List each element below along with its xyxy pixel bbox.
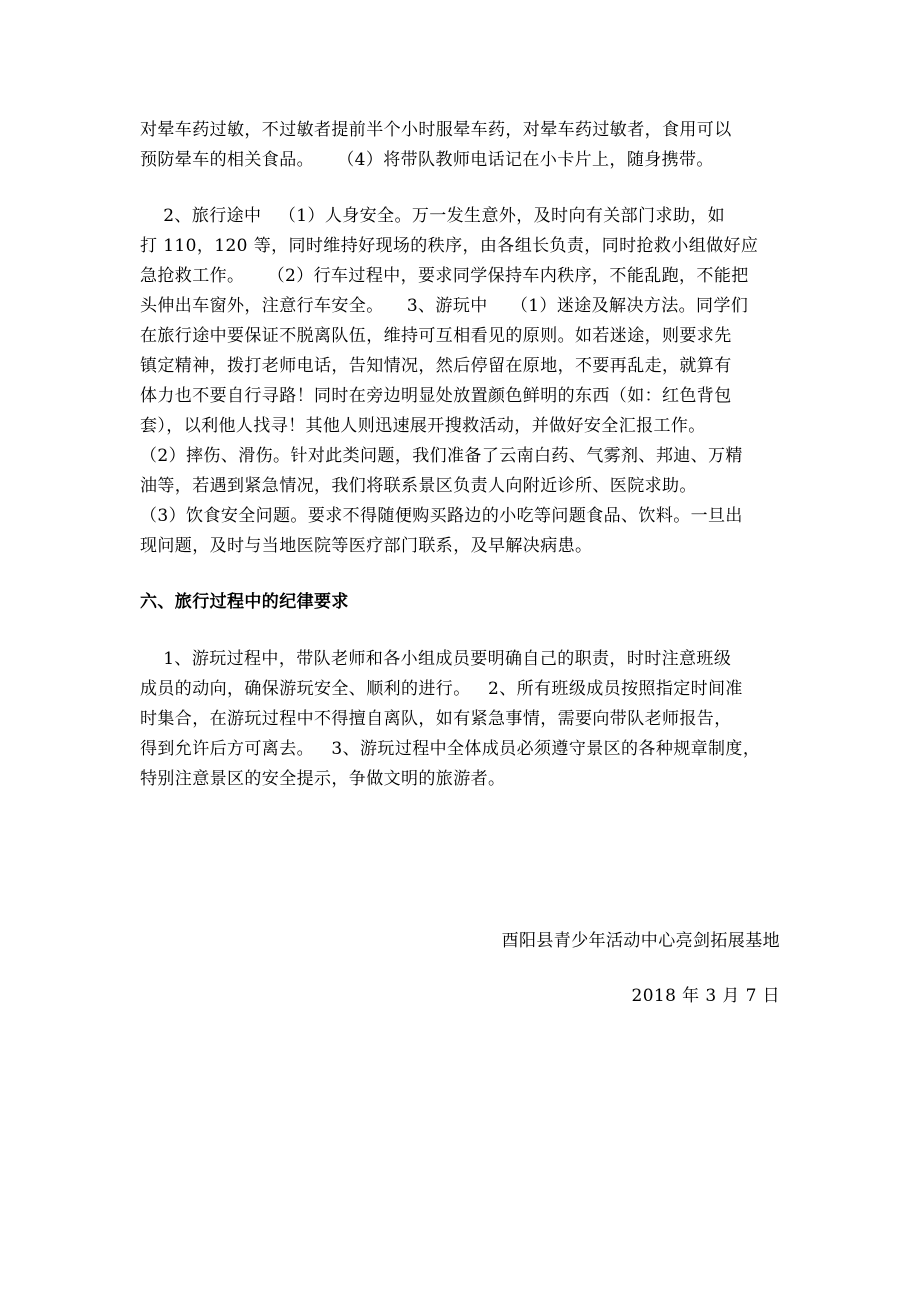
text-line: 1、游玩过程中，带队老师和各小组成员要明确自己的职责，时时注意班级 [140, 649, 732, 669]
text-line: 特别注意景区的安全提示，争做文明的旅游者。 [140, 769, 506, 789]
text-line: 现问题，及时与当地医院等医疗部门联系，及早解决病患。 [140, 536, 593, 556]
text-line: 成员的动向，确保游玩安全、顺利的进行。 2、所有班级成员按照指定时间准 [140, 679, 743, 699]
text-line: 急抢救工作。 （2）行车过程中，要求同学保持车内秩序，不能乱跑，不能把 [140, 266, 749, 286]
text-line: 套），以利他人找寻！其他人则迅速展开搜救活动，并做好安全汇报工作。 [140, 416, 706, 436]
text-line: 得到允许后方可离去。 3、游玩过程中全体成员必须遵守景区的各种规章制度， [140, 739, 761, 759]
date: 2018 年 3 月 7 日 [631, 986, 780, 1006]
text-line: 打 110，120 等，同时维持好现场的秩序，由各组长负责，同时抢救小组做好应 [140, 236, 759, 256]
signature: 酉阳县青少年活动中心亮剑拓展基地 [501, 931, 780, 951]
text-line: 预防晕车的相关食品。 （4）将带队教师电话记在小卡片上，随身携带。 [140, 150, 714, 170]
section-heading: 六、旅行过程中的纪律要求 [140, 592, 349, 612]
text-line: 对晕车药过敏，不过敏者提前半个小时服晕车药，对晕车药过敏者，食用可以 [140, 120, 732, 140]
text-line: 时集合，在游玩过程中不得擅自离队，如有紧急事情，需要向带队老师报告， [140, 709, 732, 729]
text-line: 镇定精神，拨打老师电话，告知情况，然后停留在原地，不要再乱走，就算有 [140, 356, 732, 376]
text-line: （2）摔伤、滑伤。针对此类问题，我们准备了云南白药、气雾剂、邦迪、万精 [140, 446, 743, 466]
text-line: 2、旅行途中 （1）人身安全。万一发生意外，及时向有关部门求助，如 [140, 206, 726, 226]
text-line: 体力也不要自行寻路！同时在旁边明显处放置颜色鲜明的东西（如：红色背包 [140, 386, 732, 406]
text-line: （3）饮食安全问题。要求不得随便购买路边的小吃等问题食品、饮料。一旦出 [140, 506, 743, 526]
text-line: 在旅行途中要保证不脱离队伍，维持可互相看见的原则。如若迷途，则要求先 [140, 326, 732, 346]
text-line: 头伸出车窗外，注意行车安全。 3、游玩中 （1）迷途及解决方法。同学们 [140, 296, 749, 316]
text-line: 油等，若遇到紧急情况，我们将联系景区负责人向附近诊所、医院求助。 [140, 476, 697, 496]
